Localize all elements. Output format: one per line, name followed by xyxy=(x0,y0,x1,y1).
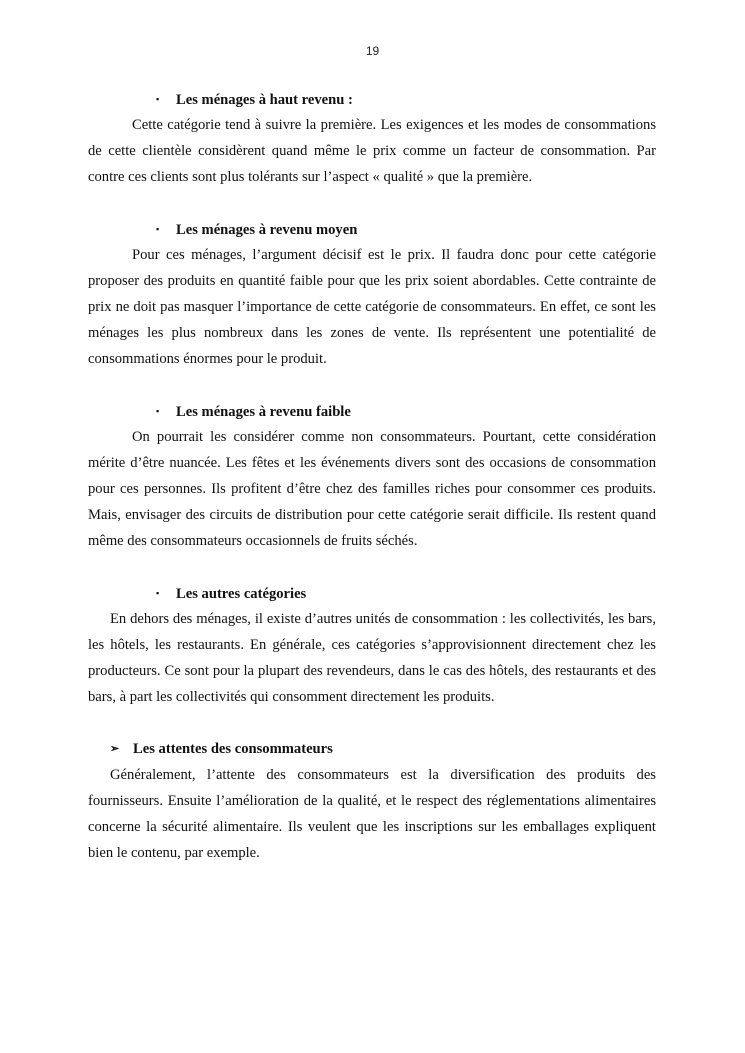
section-paragraph-consumer-expectations: Généralement, l’attente des consommateurs est la diversification des produits des fournisseurs. Ensuite l’amélioration de la qualité, et le respect des réglementations alimentaires concerne la sécurité alimentaire. Ils veulent que les inscriptions sur les emballages expliquent bien le contenu, par exemple. xyxy=(88,767,656,861)
arrow-bullet-icon: ➢ xyxy=(110,743,120,755)
section-heading-consumer-expectations xyxy=(88,736,656,762)
section-title: Les autres catégories xyxy=(176,586,307,602)
section-heading-high-income xyxy=(88,86,656,112)
section-paragraph-high-income: Cette catégorie tend à suivre la première. Les exigences et les modes de consommations de cette clientèle considèrent quand même le prix comme un facteur de consommation. Par contre ces clients sont plus tolérants sur l’aspect « qualité » que la première. xyxy=(88,117,656,185)
section-paragraph-middle-income: Pour ces ménages, l’argument décisif est le prix. Il faudra donc pour cette catégorie proposer des produits en quantité faible pour que les prix soient abordables. Cette contrainte de prix ne doit pas masquer l’importance de cette catégorie de consommateurs. En effet, ce sont les ménages les plus nombreux dans les zones de vente. Ils représentent une potentialité de consommations énormes pour le produit. xyxy=(88,247,656,367)
square-bullet-icon: ▪ xyxy=(156,94,160,104)
section-heading-other-categories xyxy=(88,580,656,606)
section-title: Les attentes des consommateurs xyxy=(133,741,333,757)
section-heading-low-income xyxy=(88,398,656,424)
section-title: Les ménages à haut revenu : xyxy=(176,92,353,108)
document-body xyxy=(88,86,656,866)
paragraph-spacer xyxy=(88,372,656,398)
page-number: 19 xyxy=(365,44,380,58)
square-bullet-icon: ▪ xyxy=(156,224,160,234)
paragraph-spacer xyxy=(88,190,656,216)
section-heading-middle-income xyxy=(88,216,656,242)
paragraph-spacer xyxy=(88,710,656,736)
paragraph-spacer xyxy=(88,554,656,580)
square-bullet-icon: ▪ xyxy=(156,588,160,598)
section-title: Les ménages à revenu moyen xyxy=(176,222,358,238)
section-paragraph-low-income: On pourrait les considérer comme non consommateurs. Pourtant, cette considération mérite d’être nuancée. Les fêtes et les événements divers sont des occasions de consommation pour ces personnes. Ils profitent d’être chez des familles riches pour consommer ces produits. Mais, envisager des circuits de distribution pour cette catégorie serait difficile. Ils restent quand même des consommateurs occasionnels de fruits séchés. xyxy=(88,429,656,549)
square-bullet-icon: ▪ xyxy=(156,406,160,416)
section-title: Les ménages à revenu faible xyxy=(176,404,351,420)
section-paragraph-other-categories: En dehors des ménages, il existe d’autres unités de consommation : les collectivités, les bars, les hôtels, les restaurants. En générale, ces catégories s’approvisionnent directement chez les producteurs. Ce sont pour la plupart des revendeurs, dans le cas des hôtels, des restaurants et des bars, à part les collectivités qui consomment directement les produits. xyxy=(88,611,656,705)
